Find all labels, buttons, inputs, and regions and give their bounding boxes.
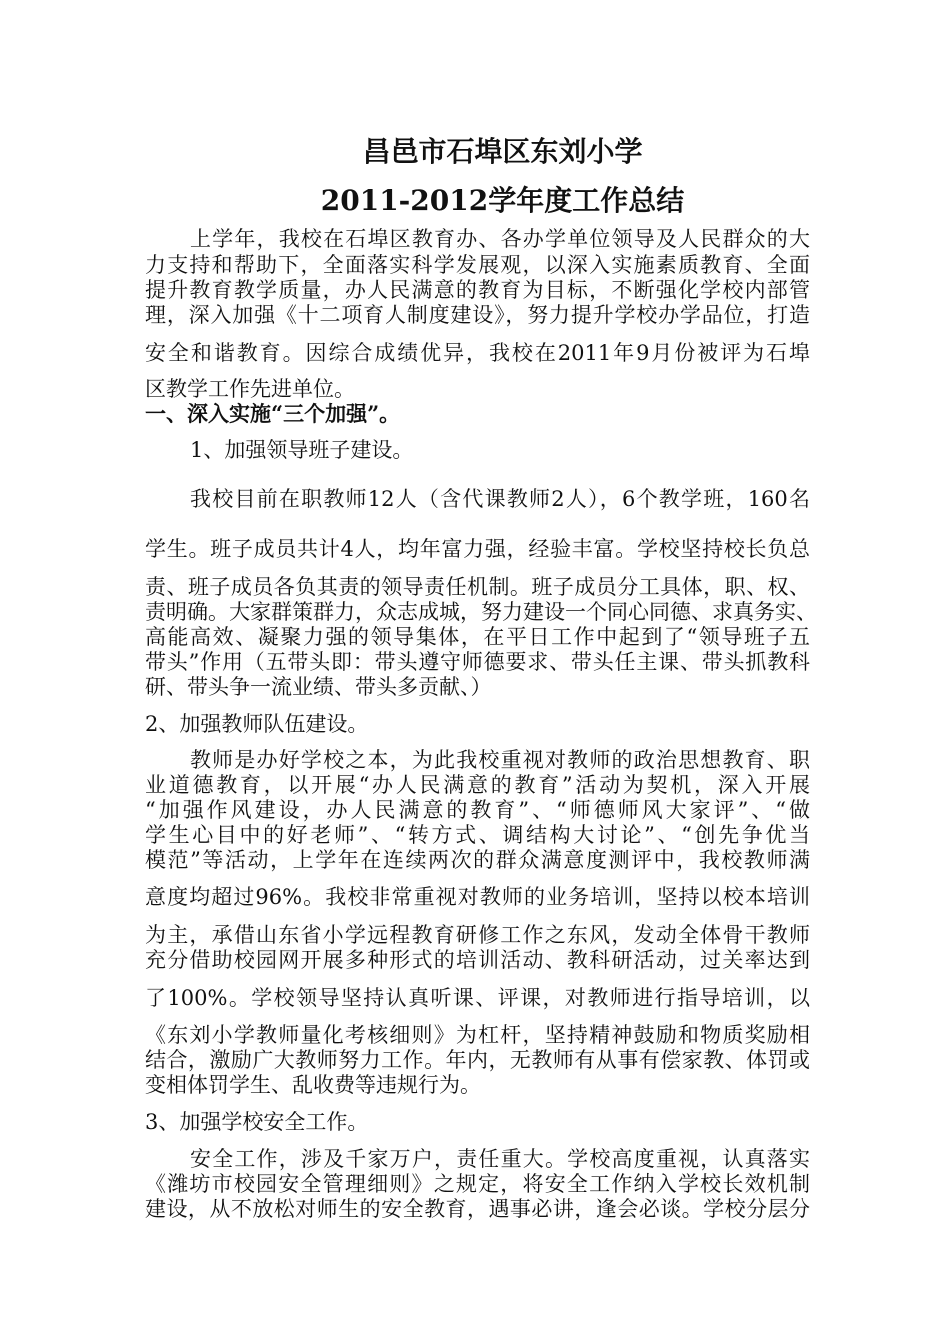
paragraph-line: 学生。班子成员共计4人，均年富力强，经验丰富。学校坚持校长负总 (145, 537, 810, 561)
paragraph-line: 为主，承借山东省小学远程教育研修工作之东风，发动全体骨干教师 (145, 923, 810, 947)
subsection-heading: 2、加强教师队伍建设。 (145, 712, 369, 736)
paragraph-line: 变相体罚学生、乱收费等违规行为。 (145, 1073, 481, 1097)
subsection-heading: 3、加强学校安全工作。 (145, 1110, 369, 1134)
paragraph-line: 力支持和帮助下，全面落实科学发展观，以深入实施素质教育、全面 (145, 253, 810, 277)
paragraph-line: 业道德教育，以开展“办人民满意的教育”活动为契机，深入开展 (145, 773, 810, 797)
paragraph-line: 学生心目中的好老师”、“转方式、调结构大讨论”、“创先争优当 (145, 823, 810, 847)
paragraph-line: 模范”等活动，上学年在连续两次的群众满意度测评中，我校教师满 (145, 848, 810, 872)
paragraph-line: 《东刘小学教师量化考核细则》为杠杆，坚持精神鼓励和物质奖励相 (145, 1023, 810, 1047)
paragraph-line: 充分借助校园网开展多种形式的培训活动、教科研活动，过关率达到 (145, 948, 810, 972)
paragraph-line: 教师是办好学校之本，为此我校重视对教师的政治思想教育、职 (190, 748, 810, 772)
paragraph-line: 了100%。学校领导坚持认真听课、评课，对教师进行指导培训，以 (145, 986, 810, 1010)
paragraph-line: 高能高效、凝聚力强的领导集体，在平日工作中起到了“领导班子五 (145, 625, 810, 649)
paragraph-line: 研、带头争一流业绩、带头多贡献、） (145, 675, 492, 699)
paragraph-line: “加强作风建设，办人民满意的教育”、“师德师风大家评”、“做 (145, 798, 810, 822)
document-title: 昌邑市石埠区东刘小学 (362, 135, 643, 168)
paragraph-line: 意度均超过96%。我校非常重视对教师的业务培训，坚持以校本培训 (145, 885, 810, 909)
paragraph-line: 我校目前在职教师12人（含代课教师2人），6个教学班，160名 (190, 487, 810, 511)
paragraph-line: 责明确。大家群策群力，众志成城，努力建设一个同心同德、求真务实、 (145, 600, 817, 624)
section-heading: 一、深入实施“三个加强”。 (145, 401, 401, 426)
paragraph-line: 建设，从不放松对师生的安全教育，遇事必讲，逢会必谈。学校分层分 (145, 1197, 810, 1221)
paragraph-line: 理，深入加强《十二项育人制度建设》，努力提升学校办学品位，打造 (145, 303, 810, 327)
paragraph-line: 上学年，我校在石埠区教育办、各办学单位领导及人民群众的大 (190, 227, 810, 251)
paragraph-line: 带头”作用（五带头即：带头遵守师德要求、带头任主课、带头抓教科 (145, 650, 810, 674)
document-subtitle: 2011-2012学年度工作总结 (320, 184, 685, 217)
paragraph-line: 区教学工作先进单位。 (145, 377, 355, 401)
paragraph-line: 安全工作，涉及千家万户，责任重大。学校高度重视，认真落实 (190, 1147, 810, 1171)
paragraph-line: 结合，激励广大教师努力工作。年内，无教师有从事有偿家教、体罚或 (145, 1048, 810, 1072)
subsection-heading: 1、加强领导班子建设。 (190, 438, 414, 462)
paragraph-line: 《潍坊市校园安全管理细则》之规定，将安全工作纳入学校长效机制 (145, 1172, 810, 1196)
paragraph-line: 安全和谐教育。因综合成绩优异，我校在2011年9月份被评为石埠 (145, 341, 810, 365)
paragraph-line: 责、班子成员各负其责的领导责任机制。班子成员分工具体，职、权、 (145, 575, 810, 599)
paragraph-line: 提升教育教学质量，办人民满意的教育为目标，不断强化学校内部管 (145, 278, 810, 302)
